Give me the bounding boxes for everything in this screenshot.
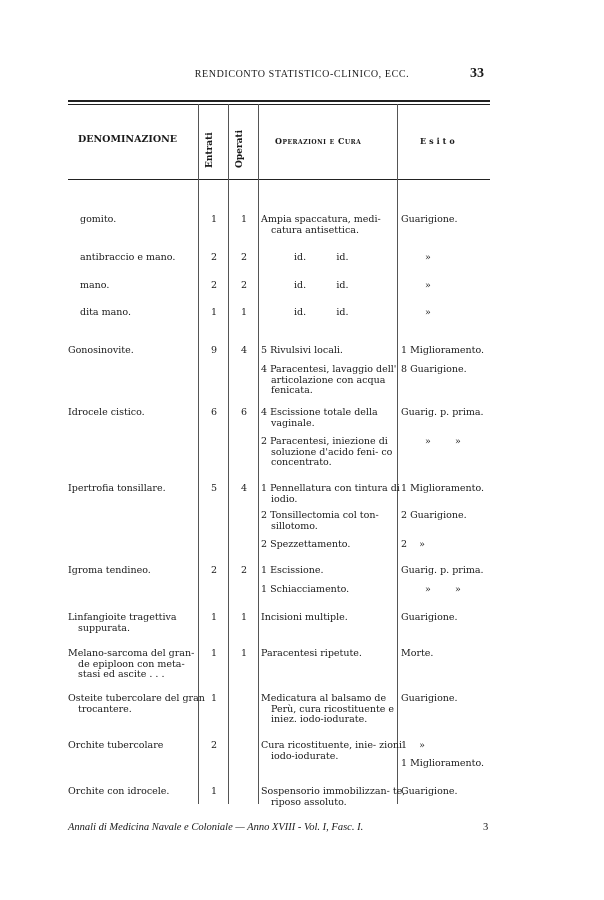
table-row-esito: »	[425, 280, 431, 291]
table-row-esito: Guarigione.	[401, 693, 458, 704]
table-row-operati: 2	[240, 252, 248, 263]
header-entrati: Entrati	[205, 132, 215, 168]
table-row-entrati: 2	[210, 252, 218, 263]
table-row-esito: » »	[425, 584, 461, 595]
table-row-cura: 4 Escissione totale della vaginale.	[261, 407, 378, 429]
journal-footer: Annali di Medicina Navale e Coloniale — Anno XVIII - Vol. I, Fasc. I.	[68, 822, 364, 833]
table-row-cura: 2 Spezzettamento.	[261, 539, 351, 550]
table-row-cura: Medicatura al balsamo de Perù, cura ricostituente e iniez. iodo-iodurate.	[261, 693, 395, 725]
table-row-name: dita mano.	[80, 307, 131, 318]
column-separator	[228, 104, 229, 804]
table-row-operati: 1	[240, 307, 248, 318]
table-row-esito: »	[425, 307, 431, 318]
table-row-entrati: 9	[210, 345, 218, 356]
table-row-esito: »	[425, 252, 431, 263]
header-esito: Esito	[420, 136, 458, 146]
top-rule	[68, 100, 490, 102]
table-row-cura: Paracentesi ripetute.	[261, 648, 362, 659]
table-row-esito: 1 »	[401, 740, 425, 751]
table-row-operati: 6	[240, 407, 248, 418]
table-row-entrati: 1	[210, 693, 218, 704]
table-row-esito: Guarigione.	[401, 612, 458, 623]
table-row-name: Osteite tubercolare del gran trocantere.	[68, 693, 205, 715]
table-row-name: gomito.	[80, 214, 117, 225]
table-row-esito: 2 Guarigione.	[401, 510, 467, 521]
table-row-entrati: 6	[210, 407, 218, 418]
table-row-esito: » »	[425, 436, 461, 447]
table-row-esito: Morte.	[401, 648, 434, 659]
table-row-entrati: 2	[210, 280, 218, 291]
table-row-esito: 1 Miglioramento.	[401, 345, 485, 356]
table-row-operati: 4	[240, 345, 248, 356]
column-separator	[258, 104, 259, 804]
table-row-operati: 1	[240, 612, 248, 623]
table-row-name: Igroma tendineo.	[68, 565, 151, 576]
table-row-cura: id. id.	[294, 307, 349, 318]
top-rule-thin	[68, 104, 490, 105]
table-row-esito: 2 »	[401, 539, 425, 550]
table-row-name: Ipertrofia tonsillare.	[68, 483, 166, 494]
running-title: RENDICONTO STATISTICO-CLINICO, ECC.	[194, 69, 410, 80]
page-number: 33	[470, 66, 484, 81]
table-row-esito: Guarig. p. prima.	[401, 565, 484, 576]
table-row-entrati: 1	[210, 214, 218, 225]
table-row-cura: 1 Escissione.	[261, 565, 324, 576]
table-row-entrati: 5	[210, 483, 218, 494]
table-row-entrati: 1	[210, 648, 218, 659]
table-row-cura: 1 Schiacciamento.	[261, 584, 350, 595]
table-row-operati: 1	[240, 214, 248, 225]
header-operazioni: Operazioni e Cura	[275, 136, 362, 146]
table-row-name: Linfangioite tragettiva suppurata.	[68, 612, 177, 634]
table-row-cura: id. id.	[294, 280, 349, 291]
table-row-entrati: 1	[210, 612, 218, 623]
table-row-cura: 4 Paracentesi, lavaggio dell' articolazione con acqua fenicata.	[261, 364, 397, 396]
header-operati: Operati	[235, 129, 245, 168]
table-row-name: Melano-sarcoma del gran- de epiploon con meta- stasi ed ascite . . .	[68, 648, 195, 680]
header-bottom-rule	[68, 179, 490, 180]
table-row-cura: 5 Rivulsivi locali.	[261, 345, 343, 356]
table-row-operati: 4	[240, 483, 248, 494]
table-row-entrati: 1	[210, 786, 218, 797]
table-row-entrati: 2	[210, 740, 218, 751]
table-row-name: Orchite tubercolare	[68, 740, 164, 751]
table-row-cura: Sospensorio immobilizzan- te, riposo assoluto.	[261, 786, 406, 808]
table-row-entrati: 1	[210, 307, 218, 318]
table-row-cura: 2 Tonsillectomia col ton- sillotomo.	[261, 510, 379, 532]
table-row-cura: Cura ricostituente, inie- zioni iodo-iodurate.	[261, 740, 403, 762]
table-row-cura: Ampia spaccatura, medi- catura antisettica.	[261, 214, 381, 236]
table-row-name: Idrocele cistico.	[68, 407, 145, 418]
table-row-entrati: 2	[210, 565, 218, 576]
table-row-name: mano.	[80, 280, 110, 291]
fascicle-number: 3	[483, 822, 489, 833]
table-row-cura: 1 Pennellatura con tintura di iodio.	[261, 483, 400, 505]
table-row-operati: 2	[240, 565, 248, 576]
header-denominazione: DENOMINAZIONE	[78, 134, 178, 145]
table-row-operati: 2	[240, 280, 248, 291]
table-row-operati: 1	[240, 648, 248, 659]
table-row-esito: Guarigione.	[401, 214, 458, 225]
table-row-esito: 8 Guarigione.	[401, 364, 467, 375]
table-row-name: Gonosinovite.	[68, 345, 134, 356]
table-row-cura: id. id.	[294, 252, 349, 263]
table-row-esito: 1 Miglioramento.	[401, 483, 485, 494]
table-row-esito: Guarig. p. prima.	[401, 407, 484, 418]
table-row-cura: 2 Paracentesi, iniezione di soluzione d'acido feni- co concentrato.	[261, 436, 393, 468]
table-row-esito: Guarigione.	[401, 786, 458, 797]
table-row-name: antibraccio e mano.	[80, 252, 176, 263]
table-row-name: Orchite con idrocele.	[68, 786, 170, 797]
table-row-esito: 1 Miglioramento.	[401, 758, 485, 769]
table-row-cura: Incisioni multiple.	[261, 612, 348, 623]
